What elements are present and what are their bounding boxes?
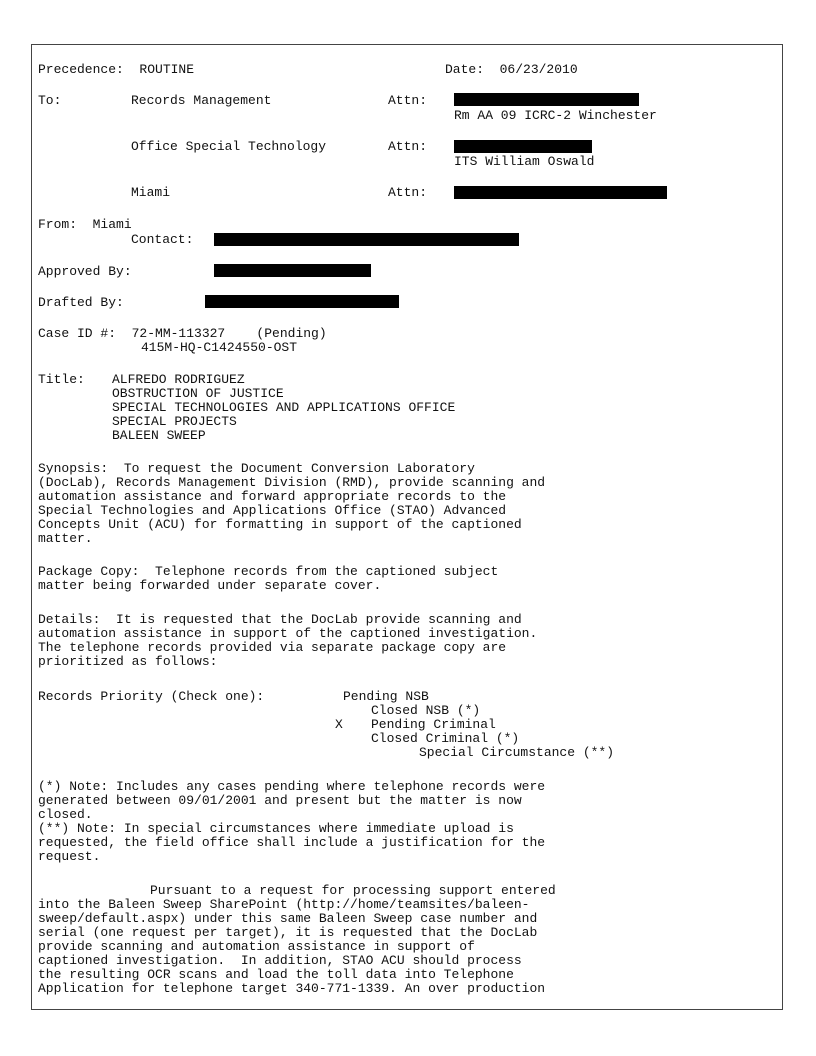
redaction-attn-3 — [454, 186, 667, 199]
date-line: Date: 06/23/2010 — [445, 62, 578, 77]
attn-label-3: Attn: — [388, 185, 428, 200]
redaction-approved-by — [214, 264, 371, 277]
priority-option-special-circumstance: Special Circumstance (**) — [419, 745, 615, 760]
redaction-attn-2 — [454, 140, 592, 153]
synopsis-line: Concepts Unit (ACU) for formatting in support of the captioned — [38, 517, 522, 532]
synopsis-line: matter. — [38, 531, 93, 546]
synopsis-line: Synopsis: To request the Document Conversion Laboratory — [38, 461, 475, 476]
note-line: closed. — [38, 807, 93, 822]
priority-check-mark: X — [335, 717, 343, 732]
synopsis-line: (DocLab), Records Management Division (RMD), provide scanning and — [38, 475, 546, 490]
title-line: OBSTRUCTION OF JUSTICE — [112, 386, 284, 401]
priority-option-pending-nsb: Pending NSB — [343, 689, 429, 704]
title-line: SPECIAL PROJECTS — [112, 414, 237, 429]
synopsis-line: automation assistance and forward appropriate records to the — [38, 489, 507, 504]
title-label: Title: — [38, 372, 85, 387]
details-line: prioritized as follows: — [38, 654, 218, 669]
note-line: generated between 09/01/2001 and present but the matter is now — [38, 793, 522, 808]
body-line: Application for telephone target 340-771-1339. An over production — [38, 981, 546, 996]
details-line: The telephone records provided via separate package copy are — [38, 640, 507, 655]
redaction-contact — [214, 233, 519, 246]
note-line: (**) Note: In special circumstances where immediate upload is — [38, 821, 514, 836]
attn-label-2: Attn: — [388, 139, 428, 154]
case-id-line-2: 415M-HQ-C1424550-OST — [141, 340, 298, 355]
body-line: provide scanning and automation assistance in support of — [38, 939, 475, 954]
title-line: BALEEN SWEEP — [112, 428, 206, 443]
body-line: into the Baleen Sweep SharePoint (http://home/teamsites/baleen- — [38, 897, 530, 912]
recipient-office-2: Office Special Technology — [131, 139, 327, 154]
package-copy-line: Package Copy: Telephone records from the captioned subject — [38, 564, 499, 579]
body-line: serial (one request per target), it is requested that the DocLab — [38, 925, 538, 940]
attn-detail-2: ITS William Oswald — [454, 154, 595, 169]
details-line: Details: It is requested that the DocLab provide scanning and — [38, 612, 522, 627]
priority-option-closed-nsb: Closed NSB (*) — [371, 703, 481, 718]
precedence-line: Precedence: ROUTINE — [38, 62, 195, 77]
synopsis-line: Special Technologies and Applications Office (STAO) Advanced — [38, 503, 507, 518]
contact-label: Contact: — [131, 232, 194, 247]
priority-option-closed-criminal: Closed Criminal (*) — [371, 731, 520, 746]
note-line: requested, the field office shall include a justification for the — [38, 835, 546, 850]
title-line: SPECIAL TECHNOLOGIES AND APPLICATIONS OFFICE — [112, 400, 456, 415]
priority-option-pending-criminal: Pending Criminal — [371, 717, 496, 732]
details-line: automation assistance in support of the captioned investigation. — [38, 626, 538, 641]
body-line: sweep/default.aspx) under this same Baleen Sweep case number and — [38, 911, 538, 926]
note-line: (*) Note: Includes any cases pending where telephone records were — [38, 779, 546, 794]
note-line: request. — [38, 849, 101, 864]
attn-detail-1: Rm AA 09 ICRC-2 Winchester — [454, 108, 657, 123]
drafted-by-label: Drafted By: — [38, 295, 124, 310]
records-priority-label: Records Priority (Check one): — [38, 689, 265, 704]
title-line: ALFREDO RODRIGUEZ — [112, 372, 245, 387]
redaction-attn-1 — [454, 93, 639, 106]
to-label: To: — [38, 93, 62, 108]
from-line: From: Miami — [38, 217, 132, 232]
package-copy-line: matter being forwarded under separate cover. — [38, 578, 382, 593]
body-line: Pursuant to a request for processing support entered — [150, 883, 556, 898]
recipient-office-3: Miami — [131, 185, 171, 200]
recipient-office-1: Records Management — [131, 93, 272, 108]
redaction-drafted-by — [205, 295, 399, 308]
body-line: the resulting OCR scans and load the toll data into Telephone — [38, 967, 514, 982]
case-id-line-1: Case ID #: 72-MM-113327 (Pending) — [38, 326, 327, 341]
attn-label-1: Attn: — [388, 93, 428, 108]
body-line: captioned investigation. In addition, STAO ACU should process — [38, 953, 522, 968]
approved-by-label: Approved By: — [38, 264, 132, 279]
